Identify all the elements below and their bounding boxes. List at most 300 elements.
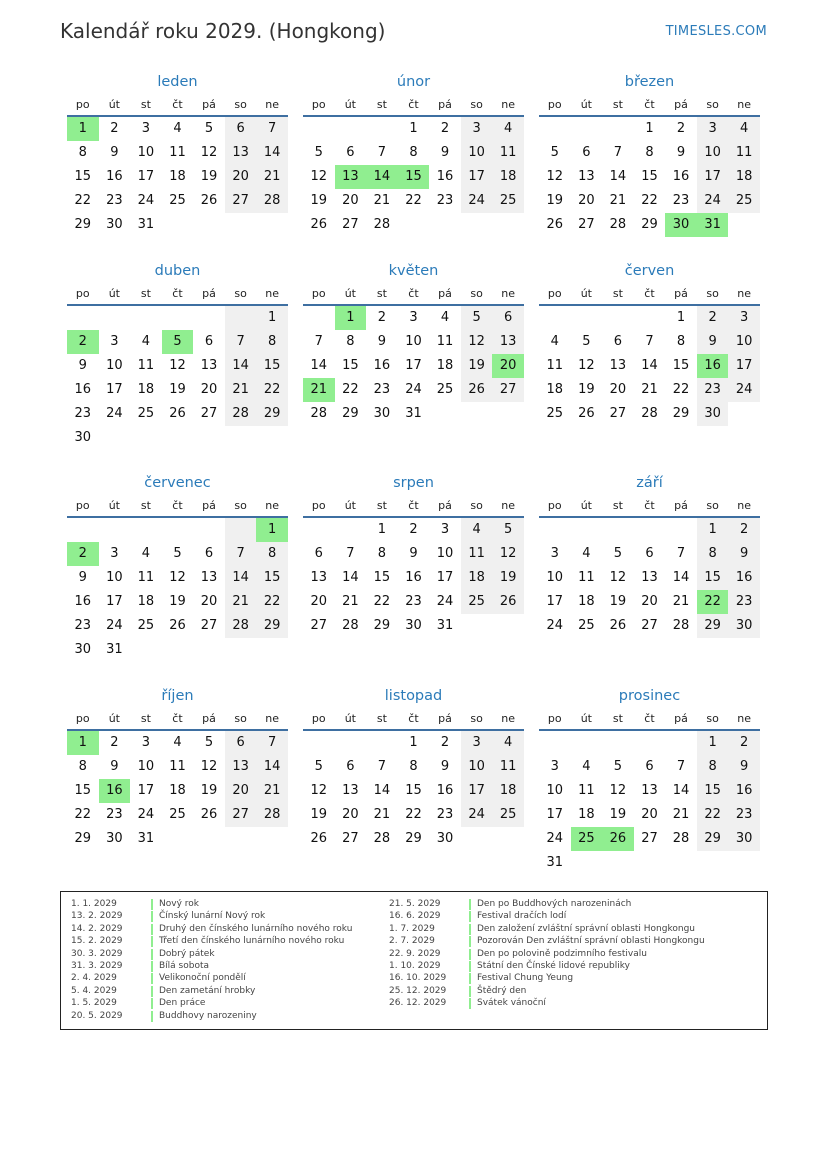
legend-holiday-name: Čínský lunární Nový rok bbox=[159, 911, 266, 922]
empty-day-cell bbox=[602, 306, 634, 330]
day-cell: 18 bbox=[578, 807, 595, 822]
day-cell: 19 bbox=[609, 594, 627, 609]
day-cell: 7 bbox=[225, 542, 257, 566]
month-name: červenec bbox=[144, 475, 211, 491]
holiday-marker bbox=[151, 911, 153, 922]
weekday-label: čt bbox=[408, 712, 419, 725]
empty-day-cell bbox=[193, 213, 225, 237]
day-cell: 15 bbox=[398, 165, 430, 189]
weekday-label: út bbox=[580, 712, 592, 725]
weekday-label: pá bbox=[202, 712, 216, 725]
day-cell: 28 bbox=[310, 406, 328, 421]
day-cell: 13 bbox=[335, 165, 367, 189]
weekday-label: so bbox=[470, 712, 483, 725]
day-cell: 23 bbox=[436, 193, 454, 208]
legend-date: 30. 3. 2029 bbox=[71, 948, 123, 959]
day-cell: 2 bbox=[67, 330, 99, 354]
day-cell: 27 bbox=[342, 831, 359, 846]
day-cell: 14 bbox=[373, 783, 391, 798]
day-cell: 6 bbox=[346, 145, 355, 160]
weekday-label: čt bbox=[172, 98, 183, 111]
day-cell: 23 bbox=[728, 803, 760, 827]
day-cell: 15 bbox=[405, 783, 422, 798]
day-cell: 31 bbox=[405, 406, 422, 421]
empty-day-cell bbox=[193, 518, 225, 542]
weekday-header bbox=[303, 282, 524, 306]
empty-day-cell bbox=[665, 731, 697, 755]
empty-day-cell bbox=[335, 731, 367, 755]
day-cell: 14 bbox=[256, 755, 288, 779]
empty-day-cell bbox=[728, 213, 760, 237]
day-cell: 30 bbox=[74, 642, 92, 657]
day-cell: 17 bbox=[137, 169, 155, 184]
day-cell: 3 bbox=[141, 735, 151, 750]
day-cell: 22 bbox=[342, 382, 359, 397]
day-cell: 4 bbox=[728, 117, 760, 141]
empty-day-cell bbox=[571, 518, 603, 542]
holiday-legend bbox=[60, 891, 768, 1030]
weekday-label: st bbox=[376, 712, 387, 725]
legend-date: 1. 7. 2029 bbox=[389, 923, 435, 934]
day-cell: 9 bbox=[728, 755, 760, 779]
day-cell: 7 bbox=[225, 330, 257, 354]
day-cell: 17 bbox=[546, 807, 564, 822]
day-cell: 4 bbox=[492, 731, 524, 755]
day-cell: 1 bbox=[256, 518, 288, 542]
empty-day-cell bbox=[461, 614, 493, 638]
legend-date: 21. 5. 2029 bbox=[389, 899, 441, 909]
weekday-label: čt bbox=[172, 712, 183, 725]
day-grid bbox=[67, 518, 288, 662]
empty-day-cell bbox=[225, 426, 257, 450]
day-cell: 5 bbox=[204, 735, 214, 750]
empty-day-cell bbox=[193, 638, 225, 662]
day-cell: 25 bbox=[169, 193, 186, 208]
empty-day-cell bbox=[303, 518, 335, 542]
day-cell: 8 bbox=[697, 755, 729, 779]
brand-link[interactable]: TIMESLES.COM bbox=[665, 24, 767, 39]
holiday-marker bbox=[469, 973, 471, 984]
weekday-label: pá bbox=[438, 98, 452, 111]
day-cell: 16 bbox=[99, 779, 131, 803]
day-cell: 28 bbox=[373, 831, 391, 846]
day-cell: 11 bbox=[578, 570, 595, 585]
day-cell: 26 bbox=[200, 807, 218, 822]
day-cell: 5 bbox=[314, 145, 323, 160]
day-cell: 16 bbox=[436, 783, 454, 798]
day-cell: 10 bbox=[137, 759, 155, 774]
legend-row bbox=[389, 960, 705, 972]
day-cell: 2 bbox=[110, 735, 119, 750]
day-cell: 24 bbox=[436, 594, 454, 609]
empty-day-cell bbox=[634, 731, 666, 755]
day-cell: 17 bbox=[405, 358, 422, 373]
empty-day-cell bbox=[225, 638, 257, 662]
day-cell: 22 bbox=[74, 193, 92, 208]
weekday-header bbox=[67, 93, 288, 117]
day-grid bbox=[67, 306, 288, 450]
weekday-label: so bbox=[470, 287, 483, 300]
day-cell: 2 bbox=[440, 735, 450, 750]
weekday-label: čt bbox=[644, 712, 655, 725]
legend-date: 13. 2. 2029 bbox=[71, 911, 123, 922]
day-cell: 25 bbox=[461, 590, 493, 614]
day-cell: 19 bbox=[609, 807, 627, 822]
legend-date: 16. 6. 2029 bbox=[389, 911, 441, 922]
day-cell: 9 bbox=[110, 145, 119, 160]
weekday-header bbox=[539, 93, 760, 117]
day-cell: 11 bbox=[546, 358, 564, 373]
legend-date: 25. 12. 2029 bbox=[389, 985, 447, 996]
legend-date: 1. 5. 2029 bbox=[71, 998, 117, 1009]
day-cell: 8 bbox=[697, 542, 729, 566]
weekday-label: čt bbox=[172, 499, 183, 512]
legend-holiday-name: Nový rok bbox=[159, 899, 199, 909]
empty-day-cell bbox=[461, 213, 493, 237]
day-cell: 29 bbox=[256, 614, 288, 638]
weekday-label: so bbox=[706, 499, 719, 512]
weekday-label: so bbox=[706, 98, 719, 111]
day-cell: 4 bbox=[492, 117, 524, 141]
legend-holiday-name: Den práce bbox=[159, 998, 206, 1009]
legend-holiday-name: Třetí den čínského lunárního nového roku bbox=[159, 936, 345, 947]
day-cell: 18 bbox=[546, 382, 564, 397]
day-cell: 17 bbox=[436, 570, 454, 585]
weekday-label: út bbox=[344, 98, 356, 111]
weekday-label: pá bbox=[438, 287, 452, 300]
legend-holiday-name: Den po Buddhových narozeninách bbox=[477, 899, 632, 909]
empty-day-cell bbox=[256, 213, 288, 237]
empty-day-cell bbox=[99, 426, 131, 450]
weekday-label: út bbox=[108, 98, 120, 111]
page-title: Kalendář roku 2029. (Hongkong) bbox=[60, 19, 386, 43]
empty-day-cell bbox=[492, 827, 524, 851]
weekday-label: st bbox=[612, 499, 623, 512]
weekday-label: po bbox=[311, 287, 326, 300]
day-cell: 11 bbox=[492, 141, 524, 165]
weekday-label: st bbox=[376, 499, 387, 512]
day-cell: 21 bbox=[672, 594, 690, 609]
day-cell: 17 bbox=[461, 779, 493, 803]
day-cell: 11 bbox=[137, 358, 155, 373]
day-cell: 24 bbox=[106, 406, 123, 421]
weekday-label: so bbox=[234, 287, 247, 300]
day-cell: 28 bbox=[672, 618, 690, 633]
day-cell: 10 bbox=[546, 783, 564, 798]
weekday-header bbox=[67, 282, 288, 306]
day-cell: 25 bbox=[137, 618, 155, 633]
day-grid bbox=[539, 518, 760, 638]
weekday-label: pá bbox=[202, 499, 216, 512]
day-cell: 24 bbox=[106, 618, 123, 633]
day-cell: 18 bbox=[728, 165, 760, 189]
weekday-label: pá bbox=[202, 98, 216, 111]
weekday-label: po bbox=[547, 98, 562, 111]
day-cell: 1 bbox=[409, 735, 418, 750]
legend-date: 26. 12. 2029 bbox=[389, 998, 447, 1009]
holiday-marker bbox=[151, 998, 153, 1009]
day-cell: 24 bbox=[546, 618, 564, 633]
day-cell: 24 bbox=[461, 189, 493, 213]
day-cell: 29 bbox=[672, 406, 690, 421]
empty-day-cell bbox=[225, 306, 257, 330]
day-cell: 21 bbox=[342, 594, 359, 609]
empty-day-cell bbox=[303, 306, 335, 330]
holiday-marker bbox=[151, 924, 153, 935]
weekday-label: út bbox=[108, 499, 120, 512]
weekday-label: út bbox=[344, 712, 356, 725]
legend-row bbox=[71, 923, 352, 935]
day-cell: 21 bbox=[225, 590, 257, 614]
day-cell: 10 bbox=[106, 570, 123, 585]
day-cell: 23 bbox=[74, 618, 92, 633]
legend-row bbox=[71, 935, 352, 947]
day-cell: 11 bbox=[436, 334, 454, 349]
day-cell: 18 bbox=[461, 566, 493, 590]
weekday-label: st bbox=[140, 499, 151, 512]
weekday-label: so bbox=[706, 287, 719, 300]
empty-day-cell bbox=[303, 117, 335, 141]
day-cell: 18 bbox=[436, 358, 454, 373]
empty-day-cell bbox=[429, 213, 461, 237]
day-cell: 25 bbox=[169, 807, 186, 822]
day-cell: 29 bbox=[697, 827, 729, 851]
weekday-header bbox=[539, 282, 760, 306]
day-cell: 5 bbox=[582, 334, 591, 349]
empty-day-cell bbox=[335, 117, 367, 141]
day-cell: 9 bbox=[728, 542, 760, 566]
day-cell: 5 bbox=[173, 546, 182, 561]
day-cell: 31 bbox=[546, 855, 564, 870]
day-cell: 27 bbox=[200, 618, 218, 633]
day-cell: 29 bbox=[74, 831, 92, 846]
legend-date: 15. 2. 2029 bbox=[71, 936, 123, 947]
day-cell: 7 bbox=[377, 759, 387, 774]
day-cell: 27 bbox=[641, 618, 658, 633]
empty-day-cell bbox=[162, 827, 194, 851]
legend-date: 2. 4. 2029 bbox=[71, 973, 117, 984]
empty-day-cell bbox=[634, 518, 666, 542]
legend-row bbox=[389, 972, 705, 984]
month-calendar bbox=[67, 71, 288, 237]
day-cell: 22 bbox=[256, 378, 288, 402]
day-cell: 4 bbox=[173, 735, 182, 750]
day-cell: 4 bbox=[173, 121, 182, 136]
day-cell: 20 bbox=[641, 807, 658, 822]
day-cell: 1 bbox=[335, 306, 367, 330]
empty-day-cell bbox=[665, 851, 697, 875]
weekday-label: ne bbox=[265, 98, 280, 111]
day-cell: 15 bbox=[342, 358, 359, 373]
weekday-label: po bbox=[75, 499, 90, 512]
day-cell: 7 bbox=[256, 117, 288, 141]
day-cell: 30 bbox=[436, 831, 454, 846]
weekday-label: ne bbox=[501, 98, 516, 111]
day-cell: 10 bbox=[461, 141, 493, 165]
day-cell: 24 bbox=[137, 807, 155, 822]
weekday-label: pá bbox=[674, 98, 688, 111]
day-cell: 29 bbox=[641, 217, 658, 232]
day-cell: 1 bbox=[67, 731, 99, 755]
month-calendar bbox=[539, 260, 760, 426]
holiday-marker bbox=[151, 973, 153, 984]
day-cell: 1 bbox=[377, 522, 387, 537]
legend-row bbox=[71, 898, 352, 910]
weekday-label: po bbox=[75, 287, 90, 300]
legend-holiday-name: Den založení zvláštní správní oblasti Hongkongu bbox=[477, 923, 695, 934]
legend-holiday-name: Štědrý den bbox=[477, 985, 527, 996]
empty-day-cell bbox=[461, 827, 493, 851]
day-cell: 23 bbox=[697, 378, 729, 402]
day-cell: 20 bbox=[225, 165, 257, 189]
day-cell: 13 bbox=[641, 570, 658, 585]
weekday-label: po bbox=[547, 499, 562, 512]
legend-row bbox=[389, 923, 705, 935]
day-cell: 13 bbox=[492, 330, 524, 354]
day-cell: 13 bbox=[578, 169, 595, 184]
day-cell: 15 bbox=[672, 358, 690, 373]
weekday-label: út bbox=[580, 499, 592, 512]
legend-date: 20. 5. 2029 bbox=[71, 1010, 123, 1021]
day-cell: 26 bbox=[169, 406, 186, 421]
weekday-label: ne bbox=[501, 712, 516, 725]
day-cell: 29 bbox=[256, 402, 288, 426]
day-cell: 22 bbox=[697, 590, 729, 614]
day-cell: 25 bbox=[728, 189, 760, 213]
day-cell: 3 bbox=[409, 310, 418, 325]
day-grid bbox=[303, 306, 524, 426]
weekday-label: út bbox=[580, 287, 592, 300]
month-calendar bbox=[303, 472, 524, 638]
day-cell: 14 bbox=[225, 354, 257, 378]
day-cell: 27 bbox=[492, 378, 524, 402]
day-cell: 15 bbox=[256, 566, 288, 590]
day-cell: 23 bbox=[106, 193, 123, 208]
day-cell: 4 bbox=[440, 310, 450, 325]
day-cell: 26 bbox=[602, 827, 634, 851]
day-cell: 10 bbox=[728, 330, 760, 354]
legend-date: 31. 3. 2029 bbox=[71, 960, 123, 971]
weekday-label: st bbox=[612, 287, 623, 300]
weekday-header bbox=[67, 707, 288, 731]
day-cell: 17 bbox=[137, 783, 155, 798]
legend-row bbox=[71, 910, 352, 922]
weekday-label: po bbox=[547, 712, 562, 725]
day-cell: 24 bbox=[728, 378, 760, 402]
day-cell: 12 bbox=[461, 330, 493, 354]
day-cell: 16 bbox=[405, 570, 422, 585]
day-cell: 1 bbox=[676, 310, 686, 325]
month-calendar bbox=[539, 472, 760, 638]
weekday-label: po bbox=[311, 499, 326, 512]
day-cell: 8 bbox=[78, 145, 87, 160]
day-cell: 25 bbox=[492, 189, 524, 213]
day-cell: 22 bbox=[672, 382, 690, 397]
day-cell: 27 bbox=[310, 618, 328, 633]
legend-holiday-name: Státní den Čínské lidové republiky bbox=[477, 960, 630, 971]
day-cell: 1 bbox=[697, 518, 729, 542]
weekday-label: čt bbox=[172, 287, 183, 300]
month-calendar bbox=[303, 685, 524, 851]
day-cell: 7 bbox=[676, 546, 686, 561]
weekday-label: st bbox=[140, 98, 151, 111]
month-calendar bbox=[67, 472, 288, 662]
holiday-marker bbox=[469, 998, 471, 1009]
day-cell: 28 bbox=[672, 831, 690, 846]
day-cell: 13 bbox=[200, 358, 218, 373]
holiday-marker bbox=[469, 911, 471, 922]
day-cell: 22 bbox=[641, 193, 658, 208]
legend-holiday-name: Den zametání hrobky bbox=[159, 985, 256, 996]
day-cell: 14 bbox=[256, 141, 288, 165]
day-cell: 28 bbox=[641, 406, 658, 421]
month-name: únor bbox=[396, 74, 431, 90]
day-cell: 21 bbox=[373, 193, 391, 208]
weekday-header bbox=[303, 494, 524, 518]
day-cell: 17 bbox=[546, 594, 564, 609]
legend-row bbox=[71, 972, 352, 984]
weekday-label: čt bbox=[644, 287, 655, 300]
empty-day-cell bbox=[539, 518, 571, 542]
day-cell: 17 bbox=[106, 382, 123, 397]
day-cell: 11 bbox=[578, 783, 595, 798]
day-cell: 26 bbox=[169, 618, 186, 633]
legend-holiday-name: Velikonoční pondělí bbox=[159, 973, 246, 984]
day-cell: 7 bbox=[314, 334, 323, 349]
weekday-label: ne bbox=[737, 499, 752, 512]
day-cell: 2 bbox=[697, 306, 729, 330]
empty-day-cell bbox=[602, 731, 634, 755]
empty-day-cell bbox=[256, 426, 288, 450]
weekday-label: čt bbox=[644, 98, 655, 111]
day-cell: 21 bbox=[609, 193, 627, 208]
day-cell: 18 bbox=[169, 783, 186, 798]
day-cell: 2 bbox=[728, 518, 760, 542]
day-cell: 29 bbox=[405, 831, 422, 846]
day-cell: 19 bbox=[200, 169, 218, 184]
day-cell: 3 bbox=[550, 546, 559, 561]
empty-day-cell bbox=[162, 518, 194, 542]
day-cell: 27 bbox=[342, 217, 359, 232]
weekday-label: so bbox=[234, 499, 247, 512]
day-cell: 12 bbox=[310, 783, 328, 798]
holiday-marker bbox=[151, 986, 153, 997]
empty-day-cell bbox=[162, 426, 194, 450]
legend-column-right bbox=[389, 898, 705, 1010]
day-cell: 22 bbox=[256, 590, 288, 614]
day-cell: 9 bbox=[78, 358, 87, 373]
weekday-label: ne bbox=[265, 712, 280, 725]
day-cell: 5 bbox=[613, 759, 623, 774]
day-cell: 30 bbox=[74, 430, 92, 445]
empty-day-cell bbox=[492, 402, 524, 426]
day-grid bbox=[539, 306, 760, 426]
day-cell: 25 bbox=[137, 406, 155, 421]
day-cell: 26 bbox=[200, 193, 218, 208]
day-cell: 6 bbox=[314, 546, 323, 561]
day-cell: 12 bbox=[169, 358, 186, 373]
day-cell: 10 bbox=[405, 334, 422, 349]
day-cell: 5 bbox=[204, 121, 214, 136]
legend-holiday-name: Pozorován Den zvláštní správní oblasti Hongkongu bbox=[477, 936, 705, 947]
day-cell: 1 bbox=[67, 117, 99, 141]
holiday-marker bbox=[151, 961, 153, 972]
legend-column-left bbox=[71, 898, 352, 1022]
day-cell: 18 bbox=[492, 165, 524, 189]
weekday-label: ne bbox=[737, 712, 752, 725]
day-cell: 17 bbox=[106, 594, 123, 609]
legend-holiday-name: Buddhovy narozeniny bbox=[159, 1010, 257, 1021]
